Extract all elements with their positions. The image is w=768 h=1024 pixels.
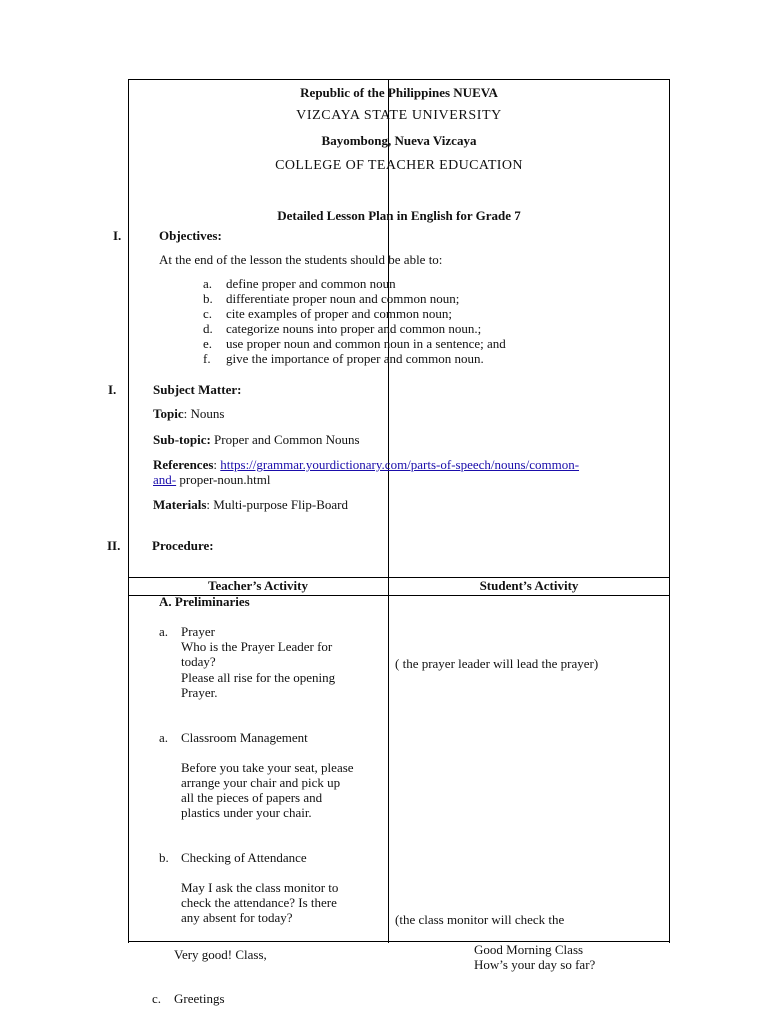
- table-bottom: [128, 941, 670, 942]
- hows-day-text: How’s your day so far?: [474, 957, 596, 972]
- good-morning-text: Good Morning Class: [474, 942, 584, 957]
- attendance-letter: b.: [159, 850, 169, 865]
- references-link-continued[interactable]: and-: [153, 472, 177, 487]
- objective-letter: d.: [203, 321, 213, 336]
- subtopic-label: Sub-topic:: [153, 432, 211, 447]
- greetings-letter: c.: [152, 991, 162, 1006]
- references-line-2: [153, 472, 270, 488]
- header-line-3: Bayombong, Nueva Vizcaya: [321, 133, 477, 148]
- document-title: Detailed Lesson Plan in English for Grade 7: [277, 208, 521, 223]
- header-line-1: Republic of the Philippines NUEVA: [300, 85, 498, 100]
- objective-text: cite examples of proper and common noun;: [226, 306, 452, 321]
- topic-label: Topic: [153, 406, 184, 421]
- attendance-text: check the attendance? Is there: [181, 895, 337, 910]
- column-header-teacher: Teacher’s Activity: [207, 578, 308, 593]
- materials-line: [153, 497, 348, 513]
- attendance-text: May I ask the class monitor to: [181, 880, 339, 895]
- subtopic-line: [153, 432, 360, 448]
- classroom-management-text: arrange your chair and pick up: [181, 775, 341, 790]
- attendance-text: any absent for today?: [181, 910, 293, 925]
- references-label: References: [153, 457, 214, 472]
- prayer-text: Please all rise for the opening: [181, 670, 336, 685]
- attendance-label: Checking of Attendance: [181, 850, 307, 865]
- subject-matter-numeral: I.: [108, 382, 117, 397]
- objective-letter: a.: [203, 276, 213, 291]
- objective-text: use proper noun and common noun in a sentence; and: [226, 336, 506, 351]
- classroom-management-text: plastics under your chair.: [181, 805, 312, 820]
- procedure-numeral: II.: [107, 538, 121, 553]
- prayer-response: ( the prayer leader will lead the prayer): [395, 656, 599, 671]
- subject-matter-heading: Subject Matter:: [153, 382, 242, 397]
- header-line-2: VIZCAYA STATE UNIVERSITY: [296, 108, 502, 123]
- references-tail: proper-noun.html: [179, 472, 271, 487]
- objective-letter: f.: [203, 351, 211, 366]
- classroom-management-text: all the pieces of papers and: [181, 790, 323, 805]
- preliminaries-heading: A. Preliminaries: [159, 594, 250, 609]
- prayer-text: Prayer.: [181, 685, 218, 700]
- materials-value: : Multi-purpose Flip-Board: [206, 497, 348, 512]
- objective-text: give the importance of proper and common noun.: [226, 351, 484, 366]
- attendance-response: (the class monitor will check the: [395, 912, 565, 927]
- references-link[interactable]: https://grammar.yourdictionary.com/parts-of-speech/nouns/common-: [220, 457, 580, 472]
- materials-label: Materials: [153, 497, 207, 512]
- prayer-text: today?: [181, 654, 216, 669]
- classroom-management-label: Classroom Management: [181, 730, 308, 745]
- prayer-text: Who is the Prayer Leader for: [181, 639, 333, 654]
- topic-value: : Nouns: [183, 406, 225, 421]
- objective-letter: b.: [203, 291, 213, 306]
- objectives-numeral: I.: [113, 228, 122, 243]
- references-colon: :: [213, 457, 218, 472]
- classroom-management-letter: a.: [159, 730, 169, 745]
- greetings-label: Greetings: [174, 991, 225, 1006]
- objective-letter: e.: [203, 336, 213, 351]
- classroom-management-text: Before you take your seat, please: [181, 760, 354, 775]
- subtopic-value: Proper and Common Nouns: [214, 432, 360, 447]
- objective-text: define proper and common noun: [226, 276, 396, 291]
- objective-text: differentiate proper noun and common noun;: [226, 291, 460, 306]
- objective-letter: c.: [203, 306, 213, 321]
- header-line-4: COLLEGE OF TEACHER EDUCATION: [275, 158, 523, 173]
- prayer-label: Prayer: [181, 624, 215, 639]
- topic-line: [153, 406, 224, 422]
- objectives-intro: At the end of the lesson the students should be able to:: [159, 252, 443, 267]
- procedure-heading: Procedure:: [152, 538, 214, 553]
- outer-border-top: [128, 79, 670, 80]
- very-good-text: Very good! Class,: [174, 947, 267, 962]
- column-header-student: Student’s Activity: [479, 578, 579, 593]
- objective-text: categorize nouns into proper and common noun.;: [226, 321, 482, 336]
- prayer-letter: a.: [159, 624, 169, 639]
- references-line: [153, 457, 579, 473]
- objectives-heading: Objectives:: [159, 228, 222, 243]
